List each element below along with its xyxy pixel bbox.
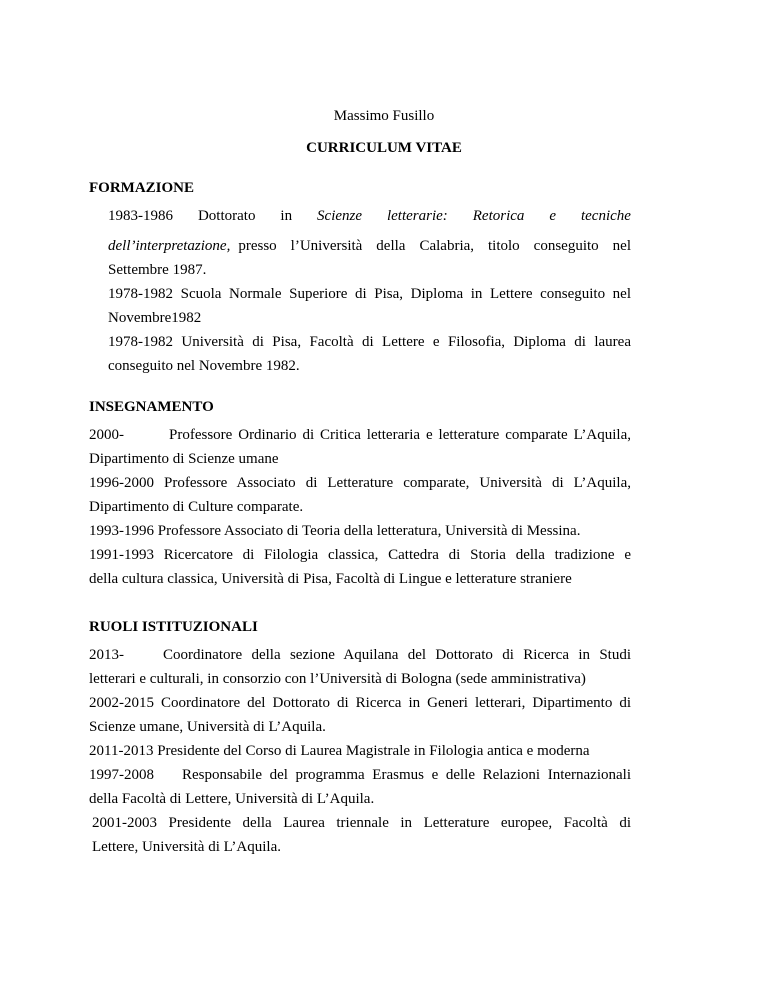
insegnamento-entry-1-line1: Professore Ordinario di Critica letteraria e letterature comparate L’Aquila, — [169, 427, 631, 443]
formazione-entry-3-line2: conseguito nel Novembre 1982. — [108, 358, 300, 374]
formazione-entry-2-line2: Novembre1982 — [108, 310, 202, 326]
ruoli-entry-1-line2: letterari e culturali, in consorzio con l’Università di Bologna (sede amministrativa) — [89, 671, 586, 687]
ruoli-entry-3-line1: 2011-2013 Presidente del Corso di Laurea Magistrale in Filologia antica e moderna — [89, 743, 590, 759]
ruoli-entry-2-line1: 2002-2015 Coordinatore del Dottorato di Ricerca in Generi letterari, Dipartimento di — [89, 695, 631, 711]
ruoli-year: 1997-2008 — [89, 767, 154, 783]
word: Retorica — [472, 208, 525, 224]
word: letterarie: — [386, 208, 448, 224]
insegnamento-entry-4-line2: della cultura classica, Università di Pisa, Facoltà di Lingue e letterature straniere — [89, 571, 572, 587]
ruoli-entry-2-line2: Scienze umane, Università di L’Aquila. — [89, 719, 326, 735]
word: Dottorato — [197, 208, 256, 224]
italic-text: dell’interpretazione, — [108, 238, 231, 254]
section-heading-formazione: FORMAZIONE — [89, 180, 194, 196]
ruoli-entry-1-line1: Coordinatore della sezione Aquilana del Dottorato di Ricerca in Studi — [163, 647, 631, 663]
word: in — [280, 208, 293, 224]
insegnamento-entry-4-line1: 1991-1993 Ricercatore di Filologia classica, Cattedra di Storia della tradizione e — [89, 547, 631, 563]
word: e — [549, 208, 557, 224]
formazione-entry-1-line1 — [108, 208, 631, 225]
line-text: presso l’Università della Calabria, titolo conseguito nel — [238, 238, 631, 254]
ruoli-entry-5-line1: 2001-2003 Presidente della Laurea triennale in Letterature europee, Facoltà di — [92, 815, 631, 831]
insegnamento-entry-2-line1: 1996-2000 Professore Associato di Letterature comparate, Università di L’Aquila, — [89, 475, 631, 491]
formazione-entry-2-line1: 1978-1982 Scuola Normale Superiore di Pisa, Diploma in Lettere conseguito nel — [108, 286, 631, 302]
ruoli-entry-4-line2: della Facoltà di Lettere, Università di L’Aquila. — [89, 791, 375, 807]
author-name: Massimo Fusillo — [333, 108, 435, 124]
word: Scienze — [317, 208, 363, 224]
ruoli-entry-5-line2: Lettere, Università di L’Aquila. — [92, 839, 281, 855]
section-heading-ruoli: RUOLI ISTITUZIONALI — [89, 619, 258, 635]
insegnamento-entry-3-line1: 1993-1996 Professore Associato di Teoria della letteratura, Università di Messina. — [89, 523, 581, 539]
section-heading-insegnamento: INSEGNAMENTO — [89, 399, 214, 415]
insegnamento-entry-1-line2: Dipartimento di Scienze umane — [89, 451, 279, 467]
formazione-year: 1983-1986 — [108, 208, 173, 224]
insegnamento-entry-2-line2: Dipartimento di Culture comparate. — [89, 499, 304, 515]
word: tecniche — [580, 208, 631, 224]
formazione-entry-3-line1: 1978-1982 Università di Pisa, Facoltà di Lettere e Filosofia, Diploma di laurea — [108, 334, 631, 350]
ruoli-entry-4-line1: Responsabile del programma Erasmus e delle Relazioni Internazionali — [182, 767, 631, 783]
formazione-entry-1-line2 — [108, 238, 631, 255]
formazione-entry-1-line3: Settembre 1987. — [108, 262, 207, 278]
insegnamento-year: 2000- — [89, 427, 124, 443]
ruoli-year: 2013- — [89, 647, 124, 663]
document-title: CURRICULUM VITAE — [306, 140, 462, 156]
